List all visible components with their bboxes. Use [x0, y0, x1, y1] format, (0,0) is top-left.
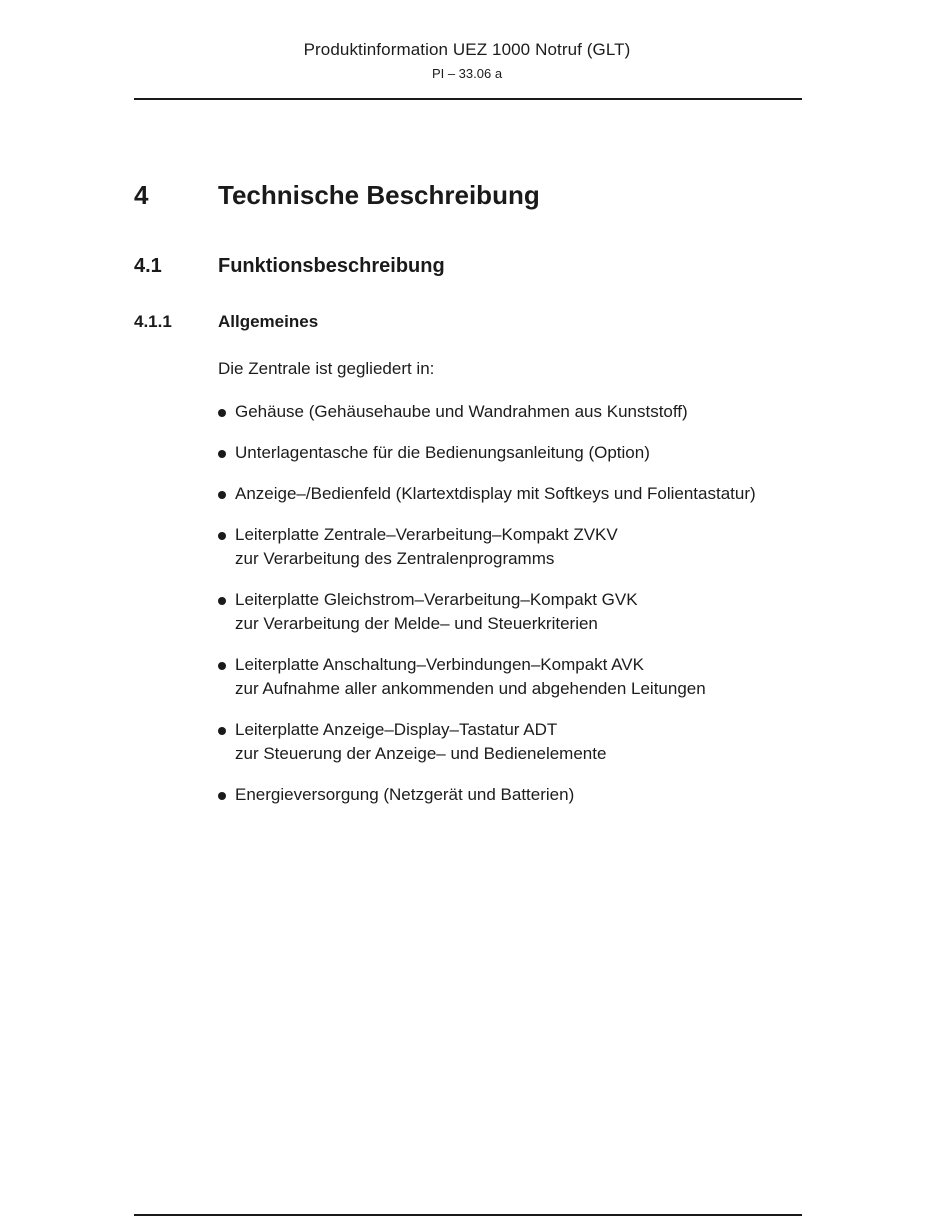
list-item-text: Energieversorgung (Netzgerät und Batterien) — [235, 785, 575, 804]
header-divider — [134, 98, 802, 100]
subsubsection-title: Allgemeines — [218, 312, 319, 331]
list-item — [218, 523, 818, 571]
subsection-number: 4.1 — [134, 255, 162, 277]
list-item — [218, 718, 818, 766]
list-item-text: Leiterplatte Gleichstrom–Verarbeitung–Kompakt GVK — [235, 590, 638, 609]
subsection-title: Funktionsbeschreibung — [218, 255, 445, 277]
section-title: Technische Beschreibung — [218, 180, 540, 210]
footer-divider — [134, 1214, 802, 1216]
bullet-icon — [218, 597, 226, 605]
list-item-text: Gehäuse (Gehäusehaube und Wandrahmen aus Kunststoff) — [235, 402, 688, 421]
list-item-detail: zur Verarbeitung des Zentralenprogramms — [235, 549, 555, 568]
intro-text: Die Zentrale ist gegliedert in: — [218, 359, 435, 378]
list-item — [218, 441, 818, 465]
bullet-icon — [218, 409, 226, 417]
list-item — [218, 588, 818, 636]
list-item-text: Leiterplatte Anschaltung–Verbindungen–Kompakt AVK — [235, 655, 644, 674]
list-item-text: Anzeige–/Bedienfeld (Klartextdisplay mit Softkeys und Folientastatur) — [235, 484, 756, 503]
list-item — [218, 653, 818, 701]
document-header-title: Produktinformation UEZ 1000 Notruf (GLT) — [303, 40, 631, 59]
list-item-detail: zur Aufnahme aller ankommenden und abgehenden Leitungen — [235, 679, 706, 698]
document-id: PI – 33.06 a — [431, 66, 503, 81]
section-number: 4 — [134, 180, 149, 210]
list-item-text: Leiterplatte Anzeige–Display–Tastatur ADT — [235, 720, 558, 739]
list-item-detail: zur Verarbeitung der Melde– und Steuerkriterien — [235, 614, 598, 633]
list-item — [218, 783, 818, 807]
list-item-text: Leiterplatte Zentrale–Verarbeitung–Kompakt ZVKV — [235, 525, 618, 544]
bullet-icon — [218, 491, 226, 499]
bullet-icon — [218, 532, 226, 540]
bullet-icon — [218, 662, 226, 670]
list-item — [218, 482, 818, 506]
list-item-detail: zur Steuerung der Anzeige– und Bedienelemente — [235, 744, 607, 763]
bullet-icon — [218, 792, 226, 800]
bullet-icon — [218, 727, 226, 735]
subsubsection-number: 4.1.1 — [134, 312, 172, 331]
component-list — [218, 400, 818, 824]
list-item-text: Unterlagentasche für die Bedienungsanleitung (Option) — [235, 443, 650, 462]
list-item — [218, 400, 818, 424]
bullet-icon — [218, 450, 226, 458]
